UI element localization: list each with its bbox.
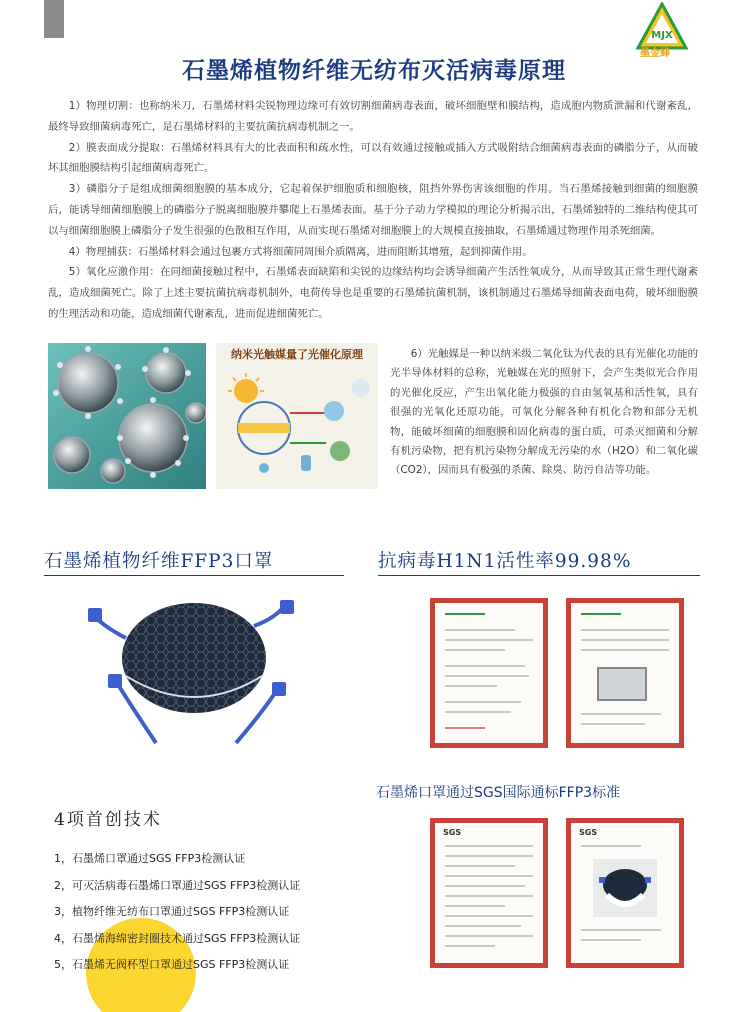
ffp3-mask-image xyxy=(86,598,300,748)
intro-paragraph: 2）膜表面成分提取：石墨烯材料具有大的比表面积和疏水性，可以有效通过接触或插入方式吸附结合细菌病毒表面的磷脂分子，从而破坏其细胞膜结构引起细菌病毒死亡。 xyxy=(48,141,698,175)
photocatalyst-diagram xyxy=(216,343,378,489)
intro-paragraph: 1）物理切割：也称纳米刀，石墨烯材料尖锐物理边缘可有效切割细菌病毒表面，破坏细胞壁和膜结构，造成胞内物质泄漏和代谢紊乱，最终导致细菌病毒死亡，是石墨烯材料的主要抗菌抗病毒机制之一。 xyxy=(48,100,698,133)
h1n1-title-underline xyxy=(378,575,700,576)
point6-paragraph: 6）光触媒是一种以纳米级二氧化钛为代表的具有光催化功能的光半导体材料的总称，光触媒在光的照射下，会产生类似光合作用的光催化反应，产生出氧化能力极强的自由氢氧基和活性氧，具有很强的光氧化还原功能，可氧化分解各种有机化合物和部分无机物，能破坏细菌的细胞膜和固化病毒的蛋白质，可杀灭细菌和分解有机污染物，把有机污染物分解成无污染的水（H2O）和二氧化碳（CO2），因而具有极强的杀菌、除臭、防污自洁等功能。 xyxy=(390,348,698,477)
sgs-section-title: 石墨烯口罩通过SGS国际通标FFP3标准 xyxy=(376,785,621,801)
sgs-certificate-1 xyxy=(430,818,548,968)
tech-list-item: 4，石墨烯海绵密封圈技术通过SGS FFP3检测认证 xyxy=(54,931,301,945)
h1n1-certificate-2 xyxy=(566,598,684,748)
strap-clip-icon xyxy=(280,600,294,614)
strap-clip-icon xyxy=(108,674,122,688)
tech-list-item: 1，石墨烯口罩通过SGS FFP3检测认证 xyxy=(54,852,246,865)
tech-list xyxy=(54,846,300,979)
virus-image xyxy=(48,343,206,489)
tech-list-item: 2，可灭活病毒石墨烯口罩通过SGS FFP3检测认证 xyxy=(54,878,301,892)
h1n1-certificate-1 xyxy=(430,598,548,748)
intro-paragraph: 5）氧化应激作用：在同细菌接触过程中，石墨烯表面缺陷和尖锐的边缘结构均会诱导细菌产生活性氧成分，从而导致其正常生理代谢紊乱，造成细菌死亡。除了上述主要抗菌抗病毒机制外，电荷传导也是重要的石墨烯抗菌机制，该机制通过石墨烯导细菌表面电荷，破坏细胞膜的生理活动和功能，造成细菌代谢紊乱，进而促进细菌死亡。 xyxy=(48,266,698,320)
page-edge-tab xyxy=(44,0,64,38)
page-title: 石墨烯植物纤维无纺布灭活病毒原理 xyxy=(182,57,566,84)
sun-icon xyxy=(234,379,258,403)
mask-photo-icon xyxy=(593,859,657,917)
photocatalyst-caption: 纳米光触媒量了光催化原理 xyxy=(231,348,363,361)
logo-mark-text: MJX xyxy=(651,30,673,41)
strap-clip-icon xyxy=(272,682,286,696)
mask-title-underline xyxy=(44,575,344,576)
tech-list-item: 5，石墨烯无阀杯型口罩通过SGS FFP3检测认证 xyxy=(54,958,290,971)
logo-text: 墨金蜂 xyxy=(640,48,670,59)
tech-list-item: 3，植物纤维无纺布口罩通过SGS FFP3检测认证 xyxy=(54,905,290,918)
mask-section-title: 石墨烯植物纤维FFP3口罩 xyxy=(44,551,274,572)
sgs-logo: SGS xyxy=(443,828,462,837)
intro-paragraph: 4）物理捕获：石墨烯材料会通过包裹方式将细菌同周围介质隔离，进而阻断其增殖，起到抑菌作用。 xyxy=(68,245,533,258)
photocatalyst-text xyxy=(390,345,698,481)
intro-text xyxy=(48,96,698,325)
tech-title: 4项首创技术 xyxy=(54,810,162,830)
sgs-logo: SGS xyxy=(579,828,598,837)
intro-paragraph: 3）磷脂分子是组成细菌细胞膜的基本成分，它起着保护细胞质和细胞核，阻挡外界伤害该细胞的作用。当石墨烯接触到细菌的细胞膜后，能诱导细菌细胞膜上的磷脂分子脱离细胞膜并攀爬上石墨烯表面。基于分子动力学模拟的理论分析揭示出，石墨烯独特的二维结构使其可以与细菌细胞膜上磷脂分子发生很强的色散相互作用，从而实现石墨烯对细胞膜上的大规模直接抽取，石墨烯通过物理作用杀死细菌。 xyxy=(48,183,698,237)
sgs-certificate-2 xyxy=(566,818,684,968)
h1n1-section-title: 抗病毒H1N1活性率99.98% xyxy=(378,551,632,572)
strap-clip-icon xyxy=(88,608,102,622)
